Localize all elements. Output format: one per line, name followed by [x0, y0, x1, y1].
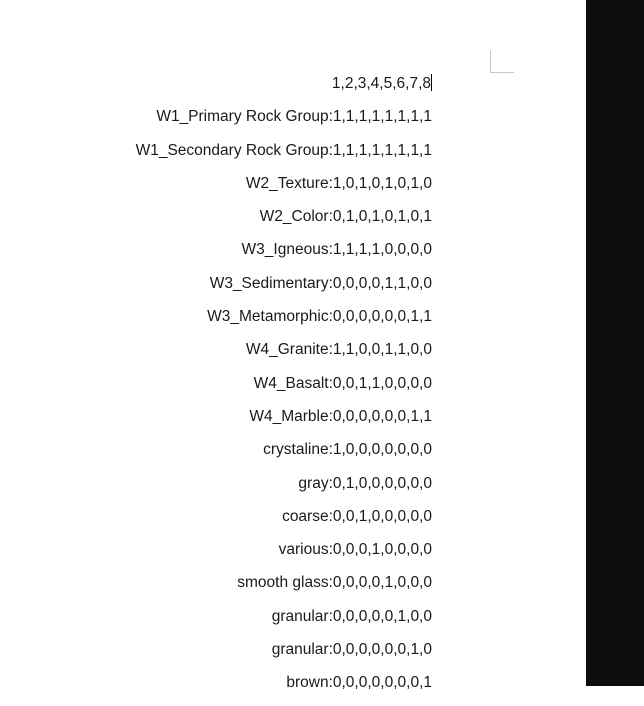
text-line[interactable]	[136, 239, 432, 272]
text-line-content: smooth glass:0,0,0,0,1,0,0,0	[237, 574, 432, 592]
text-caret	[431, 74, 432, 91]
text-line-content: coarse:0,0,1,0,0,0,0,0	[282, 507, 432, 525]
text-line[interactable]	[136, 539, 432, 572]
document-body[interactable]	[136, 73, 432, 706]
text-line[interactable]	[136, 672, 432, 705]
text-line-content: W1_Primary Rock Group:1,1,1,1,1,1,1,1	[156, 108, 432, 126]
text-line-content: 1,2,3,4,5,6,7,8	[331, 75, 431, 92]
window-background	[586, 0, 644, 686]
text-line[interactable]	[136, 173, 432, 206]
text-line-content: brown:0,0,0,0,0,0,0,1	[286, 674, 432, 692]
text-line-content: W3_Igneous:1,1,1,1,0,0,0,0	[241, 241, 432, 259]
text-line-content: various:0,0,0,1,0,0,0,0	[278, 541, 432, 559]
text-line-content: W4_Marble:0,0,0,0,0,0,1,1	[249, 407, 432, 425]
text-line[interactable]	[136, 106, 432, 139]
text-line-content: W1_Secondary Rock Group:1,1,1,1,1,1,1,1	[135, 141, 432, 159]
text-line[interactable]	[136, 572, 432, 605]
text-line[interactable]	[136, 439, 432, 472]
text-line-content: granular:0,0,0,0,0,0,1,0	[271, 641, 432, 659]
text-line[interactable]	[136, 639, 432, 672]
text-line-content: W4_Basalt:0,0,1,1,0,0,0,0	[253, 374, 432, 392]
text-line[interactable]	[136, 606, 432, 639]
text-line-content: W3_Metamorphic:0,0,0,0,0,0,1,1	[207, 308, 432, 326]
text-line[interactable]	[136, 373, 432, 406]
text-line[interactable]	[136, 506, 432, 539]
text-line-content: gray:0,1,0,0,0,0,0,0	[298, 474, 432, 492]
text-line[interactable]	[136, 306, 432, 339]
text-line-content: W4_Granite:1,1,0,0,1,1,0,0	[245, 341, 432, 359]
text-line[interactable]	[136, 339, 432, 372]
text-line[interactable]	[136, 73, 432, 106]
text-line-content: granular:0,0,0,0,0,1,0,0	[271, 607, 432, 625]
text-line[interactable]	[136, 406, 432, 439]
text-line[interactable]	[136, 140, 432, 173]
text-line-content: W3_Sedimentary:0,0,0,0,1,1,0,0	[209, 274, 432, 292]
text-line-content: W2_Texture:1,0,1,0,1,0,1,0	[245, 174, 432, 192]
text-line[interactable]	[136, 206, 432, 239]
text-line[interactable]	[136, 273, 432, 306]
text-line-content: W2_Color:0,1,0,1,0,1,0,1	[259, 208, 432, 226]
margin-corner-mark	[491, 72, 514, 73]
margin-corner-mark	[490, 50, 491, 73]
text-line-content: crystaline:1,0,0,0,0,0,0,0	[263, 441, 432, 459]
text-line[interactable]	[136, 473, 432, 506]
